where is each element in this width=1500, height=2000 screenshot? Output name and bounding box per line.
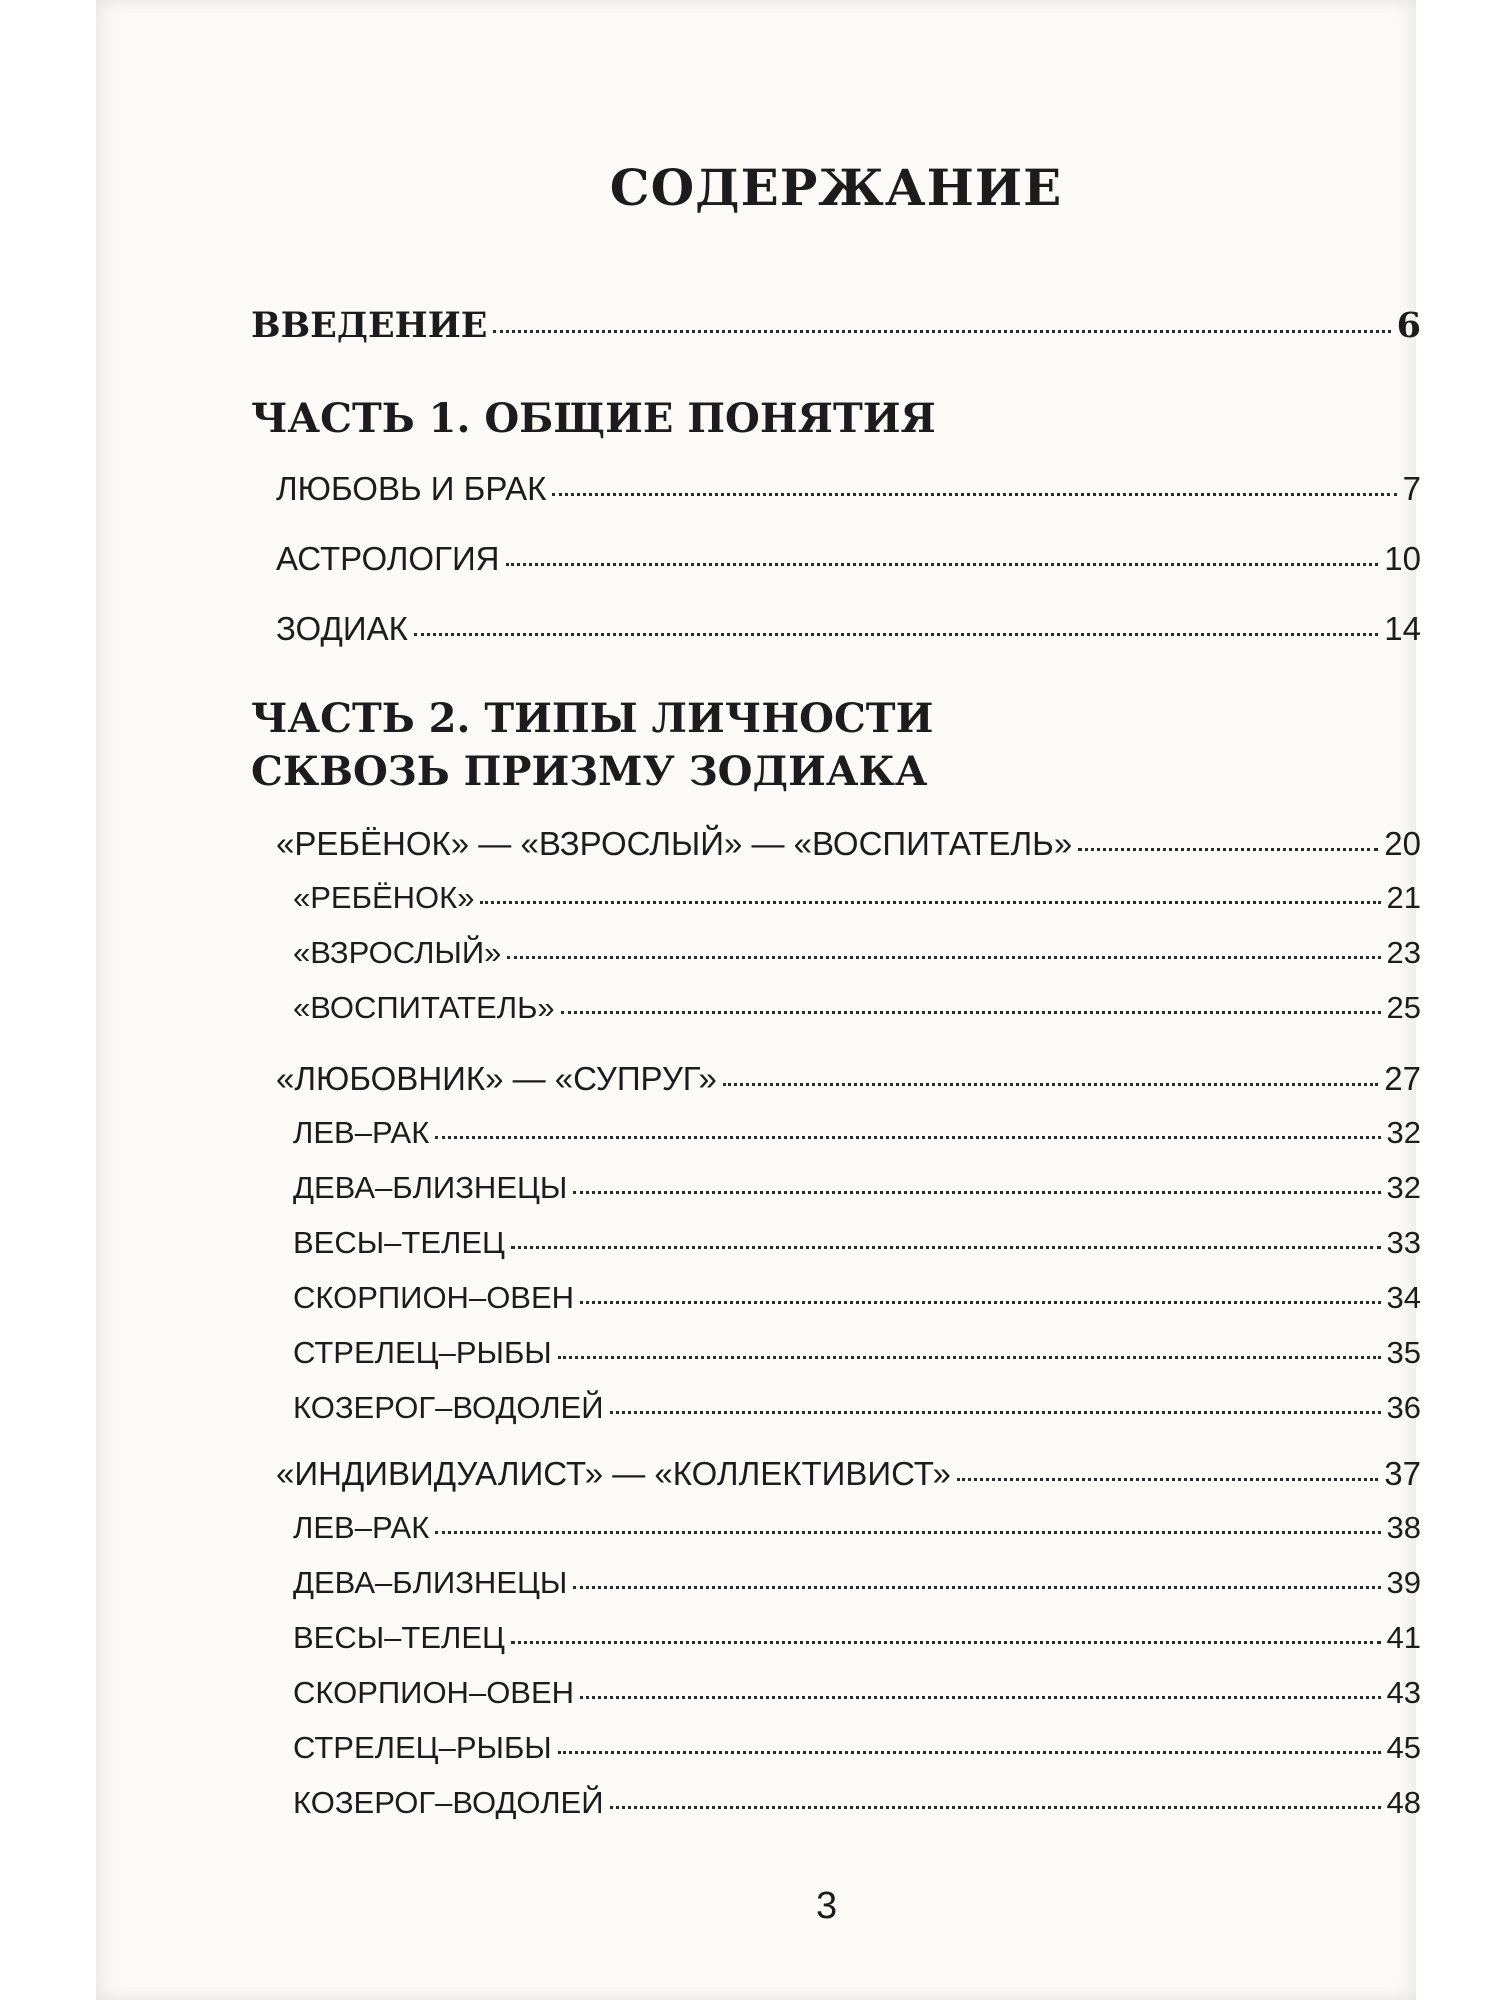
page-number: 3 (816, 1885, 838, 1927)
toc-entry-page: 25 (1386, 990, 1421, 1025)
toc-entry-page: 20 (1384, 825, 1421, 862)
book-page (96, 0, 1421, 2000)
toc-entry-label: «РЕБЁНОК» (293, 880, 475, 915)
toc-entry-label: ЛЕВ–РАК (293, 1510, 430, 1545)
toc-entry-label: КОЗЕРОГ–ВОДОЛЕЙ (293, 1785, 604, 1820)
toc-entry[interactable] (276, 540, 1421, 578)
dot-leader (561, 1010, 1381, 1014)
dot-leader (552, 492, 1396, 496)
toc-entry-intro[interactable] (251, 305, 1421, 346)
toc-entry-label: АСТРОЛОГИЯ (276, 540, 500, 577)
toc-entry-label: СКОРПИОН–ОВЕН (293, 1280, 575, 1315)
toc-entry-label: «ВОСПИТАТЕЛЬ» (293, 990, 555, 1025)
toc-entry-page: 14 (1384, 610, 1421, 647)
toc-entry[interactable] (293, 1335, 1421, 1371)
toc-entry-label: КОЗЕРОГ–ВОДОЛЕЙ (293, 1390, 604, 1425)
toc-entry-label: «ИНДИВИДУАЛИСТ» — «КОЛЛЕКТИВИСТ» (276, 1455, 951, 1492)
toc-entry-page: 32 (1386, 1115, 1421, 1150)
toc-entry[interactable] (293, 1115, 1421, 1151)
dot-leader (480, 900, 1380, 904)
toc-entry-label: ДЕВА–БЛИЗНЕЦЫ (293, 1170, 568, 1205)
toc-entry-page: 34 (1386, 1280, 1421, 1315)
part1-heading: ЧАСТЬ 1. ОБЩИЕ ПОНЯТИЯ (251, 395, 936, 442)
toc-entry-label: СТРЕЛЕЦ–РЫБЫ (293, 1730, 552, 1765)
toc-entry-page: 27 (1384, 1060, 1421, 1097)
part2-heading-line2: СКВОЗЬ ПРИЗМУ ЗОДИАКА (251, 748, 928, 795)
dot-leader (957, 1477, 1378, 1481)
dot-leader (511, 1245, 1381, 1249)
dot-leader (506, 562, 1379, 566)
dot-leader (723, 1082, 1378, 1086)
toc-entry-label: «ВЗРОСЛЫЙ» (293, 935, 502, 970)
toc-entry-page: 21 (1386, 880, 1421, 915)
dot-leader (580, 1695, 1380, 1699)
page-title: СОДЕРЖАНИЕ (609, 158, 1063, 217)
toc-entry[interactable] (293, 880, 1421, 916)
toc-entry-page: 38 (1386, 1510, 1421, 1545)
toc-entry[interactable] (293, 1730, 1421, 1766)
toc-entry-page: 32 (1386, 1170, 1421, 1205)
dot-leader (493, 329, 1390, 333)
toc-entry-label: ЛЕВ–РАК (293, 1115, 430, 1150)
toc-entry[interactable] (293, 1280, 1421, 1316)
toc-entry-page: 10 (1384, 540, 1421, 577)
toc-entry-label: ДЕВА–БЛИЗНЕЦЫ (293, 1565, 568, 1600)
toc-entry[interactable] (293, 935, 1421, 971)
dot-leader (573, 1585, 1380, 1589)
dot-leader (507, 955, 1380, 959)
toc-entry[interactable] (293, 1565, 1421, 1601)
toc-entry-label: СТРЕЛЕЦ–РЫБЫ (293, 1335, 552, 1370)
toc-entry-page: 6 (1396, 305, 1421, 346)
toc-entry[interactable] (293, 1620, 1421, 1656)
table-of-contents (251, 0, 1421, 2000)
toc-entry-label: ЛЮБОВЬ И БРАК (276, 470, 547, 507)
toc-section[interactable] (276, 1455, 1421, 1493)
toc-entry-page: 7 (1402, 470, 1421, 507)
part2-heading-line1: ЧАСТЬ 2. ТИПЫ ЛИЧНОСТИ (251, 695, 934, 742)
toc-entry-page: 37 (1384, 1455, 1421, 1492)
dot-leader (414, 632, 1378, 636)
toc-entry[interactable] (293, 1510, 1421, 1546)
toc-entry[interactable] (293, 1785, 1421, 1821)
toc-entry[interactable] (276, 610, 1421, 648)
toc-entry-label: ЗОДИАК (276, 610, 408, 647)
toc-entry-page: 35 (1386, 1335, 1421, 1370)
dot-leader (511, 1640, 1381, 1644)
dot-leader (558, 1355, 1381, 1359)
toc-entry-label: ВЕСЫ–ТЕЛЕЦ (293, 1225, 505, 1260)
dot-leader (558, 1750, 1381, 1754)
toc-entry[interactable] (276, 470, 1421, 508)
dot-leader (610, 1805, 1381, 1809)
dot-leader (580, 1300, 1380, 1304)
toc-entry[interactable] (293, 990, 1421, 1026)
toc-entry[interactable] (293, 1225, 1421, 1261)
toc-entry-page: 45 (1386, 1730, 1421, 1765)
toc-entry-page: 39 (1386, 1565, 1421, 1600)
toc-entry-page: 23 (1386, 935, 1421, 970)
dot-leader (610, 1410, 1381, 1414)
toc-entry[interactable] (293, 1390, 1421, 1426)
dot-leader (435, 1530, 1380, 1534)
dot-leader (573, 1190, 1380, 1194)
toc-entry-label: ВВЕДЕНИЕ (251, 305, 488, 346)
toc-entry[interactable] (293, 1675, 1421, 1711)
dot-leader (435, 1135, 1380, 1139)
toc-section[interactable] (276, 1060, 1421, 1098)
toc-entry-page: 41 (1386, 1620, 1421, 1655)
toc-entry-page: 33 (1386, 1225, 1421, 1260)
toc-entry-label: «ЛЮБОВНИК» — «СУПРУГ» (276, 1060, 717, 1097)
toc-entry-label: СКОРПИОН–ОВЕН (293, 1675, 575, 1710)
toc-entry-page: 36 (1386, 1390, 1421, 1425)
toc-entry-label: «РЕБЁНОК» — «ВЗРОСЛЫЙ» — «ВОСПИТАТЕЛЬ» (276, 825, 1073, 862)
toc-entry-page: 43 (1386, 1675, 1421, 1710)
toc-entry[interactable] (293, 1170, 1421, 1206)
toc-entry-page: 48 (1386, 1785, 1421, 1820)
dot-leader (1078, 847, 1378, 851)
toc-section[interactable] (276, 825, 1421, 863)
toc-entry-label: ВЕСЫ–ТЕЛЕЦ (293, 1620, 505, 1655)
